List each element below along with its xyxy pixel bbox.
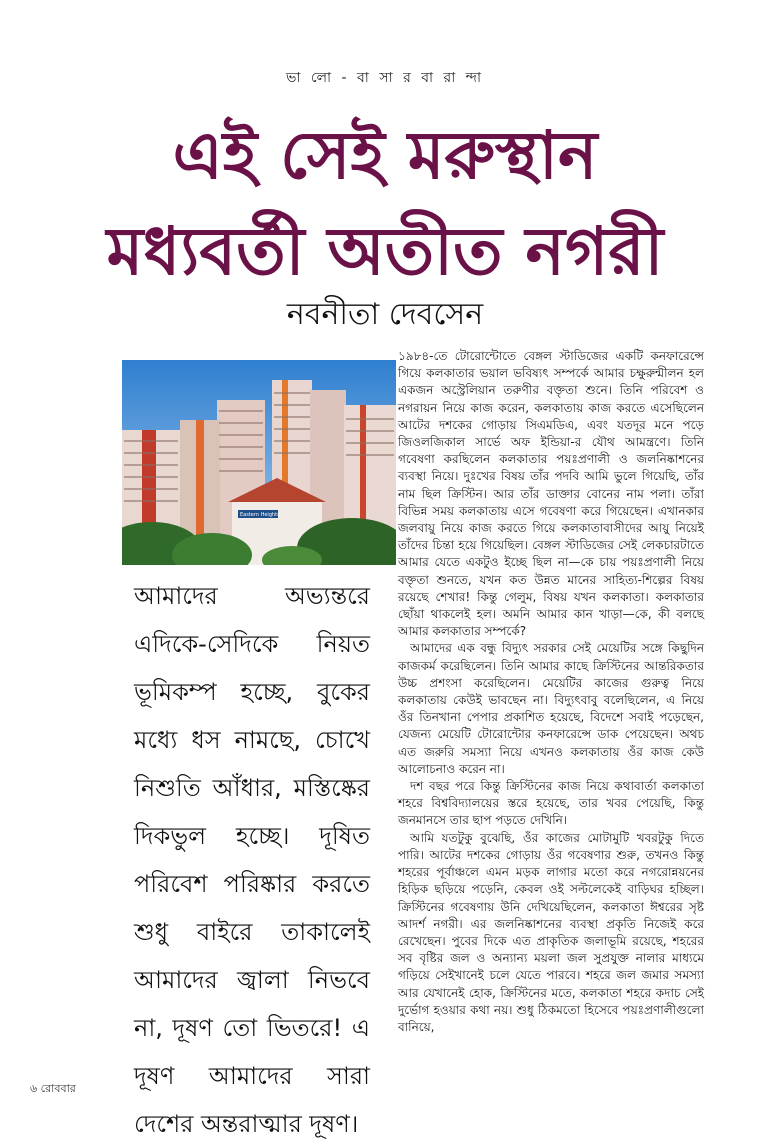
page-folio: ৬ রোববার: [30, 1082, 76, 1095]
title-line-2: মধ্যবর্তী অতীত নগরী: [106, 213, 664, 290]
page-title: [40, 108, 730, 300]
article-body: [398, 348, 704, 1036]
author-byline: নবনীতা দেবসেন: [286, 297, 484, 332]
photo-sign-text: Eastern Heights: [240, 512, 280, 518]
article-photo: [122, 360, 396, 565]
pull-quote: আমাদের অভ্যন্তরে এদিকে-সেদিকে নিয়ত ভূমিকম্প হচ্ছে, বুকের মধ্যে ধস নামছে, চোখে নিশুতি আঁধার, মস্তিষ্কের দিকভুল হচ্ছে। দূষিত পরিবেশ পরিষ্কার করতে শুধু বাইরে তাকালেই আমাদের জ্বালা নিভবে না, দূষণ তো ভিতরে! এ দূষণ আমাদের সারা দেশের অন্তরাত্মার দূষণ।: [134, 582, 370, 1138]
body-paragraph: ১৯৮৪-তে টোরোন্টোতে বেঙ্গল স্টাডিজের একটি কনফারেন্সে গিয়ে কলকাতার ভয়াল ভবিষ্যৎ সম্পর্কে আমার চক্ষুরুন্মীলন হল একজন অস্ট্রেলিয়ান তরুণীর বক্তৃতা শুনে। তিনি পরিবেশ ও নগরায়ন নিয়ে কাজ করেন, কলকাতায় কাজ করতে এসেছিলেন আটের দশকের গোড়ায় সিএমডিএ, এবং যতদূর মনে পড়ে জিওলজিকাল সার্ভে অফ ইন্ডিয়া-র যৌথ আমন্ত্রণে। তিনি গবেষণা করছিলেন কলকাতার পয়ঃপ্রণালী ও জলনিষ্কাশনের ব্যবস্থা নিয়ে। দুঃখের বিষয় তাঁর পদবি আমি ভুলে গিয়েছি, তাঁর নাম ছিল ক্রিস্টিন। আর তাঁর ডাক্তার বোনের নাম পলা। তাঁরা বিভিন্ন সময় কলকাতায় এসে গবেষণা করে গিয়েছেন। এখানকার জলবায়ু নিয়ে কাজ করতে গিয়ে কলকাতাবাসীদের আয়ু নিয়েই তাঁদের চিন্তা হয়ে গিয়েছিল। বেঙ্গল স্টাডিজের সেই লেকচারটাতে আমার যেতে একটুও ইচ্ছে ছিল না—কে চায় পয়ঃপ্রণালী নিয়ে বক্তৃতা শুনতে, যখন কত উন্নত মানের সাহিত্য-শিল্পের বিষয় রয়েছে শেখার! কিন্তু গেলুম, বিষয় যখন কলকাতা। কলকাতার ছোঁয়া থাকলেই হল। অমনি আমার কান খাড়া—কে, কী বলছে আমার কলকাতার সম্পর্কে?: [398, 349, 704, 639]
section-kicker: ভা লো - বা সা র বা রা ন্দা: [285, 70, 485, 86]
title-line-1: এই সেই মরুস্থান: [172, 117, 598, 194]
body-paragraph: দশ বছর পরে কিন্তু ক্রিস্টিনের কাজ নিয়ে কথাবার্তা কলকাতা শহরে বিশ্ববিদ্যালয়ের স্তরে হয়েছে, তার খবর পেয়েছি, কিন্তু জনমানসে তার ছাপ পড়তে দেখিনি।: [398, 779, 704, 828]
body-paragraph: আমি যতটুকু বুঝেছি, ওঁর কাজের মোটামুটি খবরটুকু দিতে পারি। আটের দশকের গোড়ায় ওঁর গবেষণার শুরু, তখনও কিন্তু শহরের পূর্বাঞ্চলে এমন মড়ক লাগার মতো করে নগরোন্নয়নের হিড়িক ছড়িয়ে পড়েনি, কেবল ওই সল্টলেকেই বাড়িঘর হচ্ছিল। ক্রিস্টিনের গবেষণায় উনি দেখিয়েছিলেন, কলকাতা ঈশ্বরের সৃষ্ট আদর্শ নগরী। এর জলনিষ্কাশনের ব্যবস্থা প্রকৃতি নিজেই করে রেখেছেন। পুবের দিকে এত প্রাকৃতিক জলাভূমি রয়েছে, শহরের সব বৃষ্টির জল ও অন্যান্য ময়লা জল সুপ্রযুক্ত নালার মাধ্যমে গড়িয়ে সেইখানেই চলে যেতে পারবে। শহরে জল জমার সমস্যা আর যেখানেই হোক, ক্রিস্টিনের মতে, কলকাতা শহরে কদাচ সেই দুর্ভোগ হওয়ার কথা নয়। শুধু ঠিকমতো হিসেবে পয়ঃপ্রণালীগুলো বানিয়ে,: [398, 830, 704, 1034]
body-paragraph: আমাদের এক বন্ধু বিদ্যুৎ সরকার সেই মেয়েটির সঙ্গে কিছুদিন কাজকর্ম করেছিলেন। তিনি আমার কাছে ক্রিস্টিনের আন্তরিকতার উচ্চ প্রশংসা করেছিলেন। মেয়েটির কাজের গুরুত্ব নিয়ে কলকাতায় কেউই ভাবছেন না। বিদ্যুৎবাবু বলেছিলেন, এ নিয়ে ওঁর তিনখানা পেপার প্রকাশিত হয়েছে, বিদেশে সবাই পড়েছেন, যেজন্য মেয়েটি টোরোন্টোর কনফারেন্সে ডাক পেয়েছেন। অথচ এত জরুরি সমস্যা নিয়ে এখনও কলকাতায় ওঁর কাজ কেউ আলোচনাও করেন না।: [398, 641, 704, 776]
